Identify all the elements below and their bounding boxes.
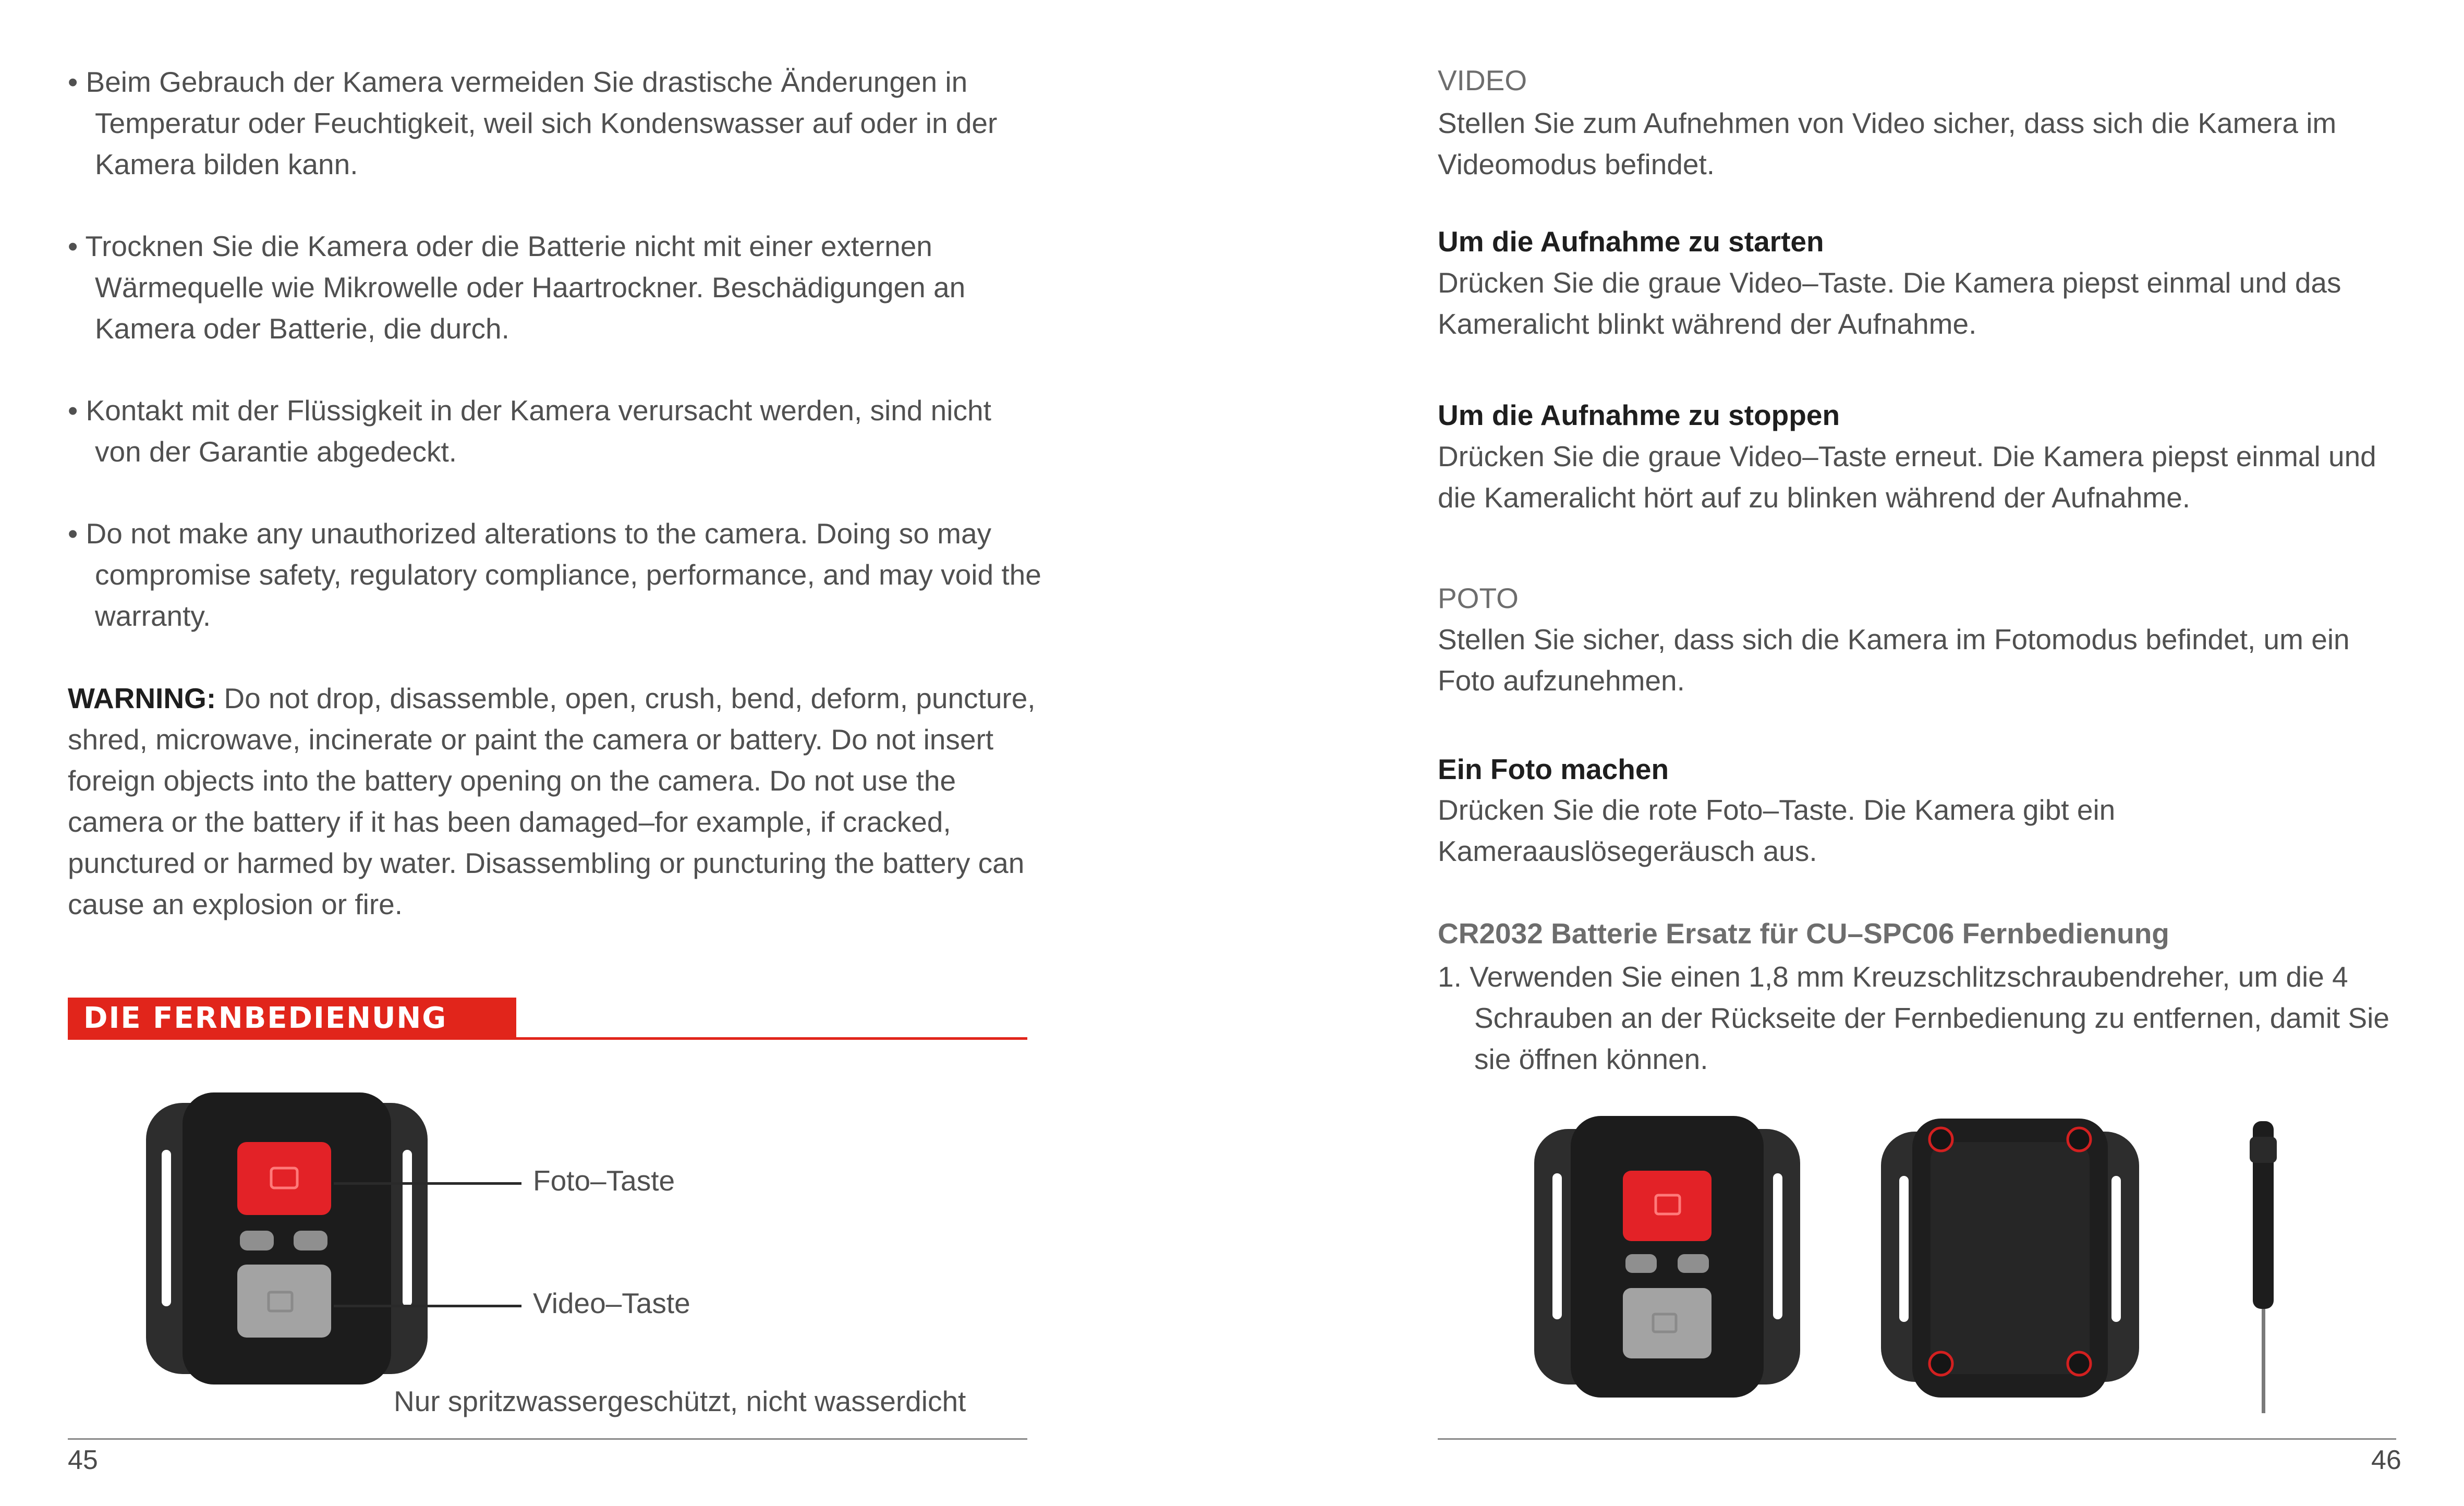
- photo-button-label: Foto–Taste: [533, 1164, 675, 1197]
- warning-paragraph: [68, 678, 1053, 925]
- section-header: [68, 998, 1027, 1039]
- remote-body: [183, 1092, 391, 1384]
- bullet-liquid-contact: • Kontakt mit der Flüssigkeit in der Kamera verursacht werden, sind nicht von der Garantie abgedeckt.: [68, 394, 991, 468]
- battery-step: 1. Verwenden Sie einen 1,8 mm Kreuzschlitzschraubendreher, um die 4 Schrauben an der Rückseite der Fernbedienung zu entfernen, damit Sie sie öffnen können.: [1438, 961, 2389, 1075]
- back-strap-slot-left: [1899, 1176, 1909, 1322]
- take-photo-heading: Ein Foto machen: [1438, 753, 1669, 785]
- video-text: Stellen Sie zum Aufnehmen von Video sicher, dass sich die Kamera im Videomodus befindet.: [1438, 107, 2337, 180]
- bullet-condensation: • Beim Gebrauch der Kamera vermeiden Sie drastische Änderungen in Temperatur oder Feuchtigkeit, weil sich Kondenswasser auf oder in der Kamera bilden kann.: [68, 66, 998, 180]
- back-strap-slot-right: [2111, 1176, 2121, 1322]
- remote-control-illustration: [146, 1092, 501, 1390]
- video-callout-line: [334, 1305, 521, 1307]
- start-heading: Um die Aufnahme zu starten: [1438, 225, 1824, 258]
- mode-button-right: [294, 1231, 327, 1250]
- front-video-button: [1623, 1288, 1712, 1358]
- front-mode-right: [1678, 1254, 1709, 1273]
- strap-slot-left: [162, 1150, 171, 1306]
- bullet-alterations: • Do not make any unauthorized alterations to the camera. Doing so may compromise safety, regulatory compliance, performance, and may void the warranty.: [68, 517, 1041, 632]
- screwdriver-illustration: [2243, 1121, 2285, 1418]
- screwdriver-shaft: [2262, 1309, 2265, 1413]
- section-title: DIE FERNBEDIENUNG: [68, 998, 516, 1039]
- video-button-label: Video–Taste: [533, 1287, 690, 1319]
- warning-text: Do not drop, disassemble, open, crush, bend, deform, puncture, shred, microwave, incinerate or paint the camera or battery. Do not insert foreign objects into the battery opening on the camera. Do not use the camera or the battery if it has been damaged–for example, if cracked, punctured or harmed by water. Disassembling or puncturing the battery can cause an explosion or fire.: [68, 682, 1036, 920]
- left-page: [68, 0, 1079, 1506]
- page-number-right: 46: [2371, 1445, 2401, 1475]
- remote-back-illustration: [1881, 1119, 2142, 1400]
- screw-bottom-left: [1929, 1352, 1952, 1375]
- start-text: Drücken Sie die graue Video–Taste. Die Kamera piepst einmal und das Kameralicht blinkt während der Aufnahme.: [1438, 266, 2341, 340]
- footer-rule: [68, 1438, 1027, 1440]
- screw-bottom-right: [2068, 1352, 2091, 1375]
- front-photo-button: [1623, 1171, 1712, 1241]
- warning-label: WARNING:: [68, 682, 216, 714]
- footer-rule-right: [1438, 1438, 2396, 1440]
- front-mode-left: [1625, 1254, 1657, 1273]
- stop-text: Drücken Sie die graue Video–Taste erneut. Die Kamera piepst einmal und die Kameralicht hört auf zu blinken während der Aufnahme.: [1438, 440, 2376, 514]
- screwdriver-grip: [2250, 1137, 2277, 1163]
- photo-text: Stellen Sie sicher, dass sich die Kamera im Fotomodus befindet, um ein Foto aufzunehmen.: [1438, 623, 2350, 697]
- video-heading: VIDEO: [1438, 64, 1527, 96]
- remote-front-illustration: [1534, 1116, 1805, 1398]
- strap-slot-right: [403, 1150, 412, 1306]
- front-strap-slot-right: [1773, 1173, 1782, 1319]
- stop-heading: Um die Aufnahme zu stoppen: [1438, 399, 1840, 431]
- screw-top-right: [2068, 1128, 2091, 1151]
- take-photo-text: Drücken Sie die rote Foto–Taste. Die Kamera gibt ein Kameraauslösegeräusch aus.: [1438, 794, 2116, 867]
- video-button: [237, 1265, 331, 1338]
- right-page: [1438, 0, 2402, 1506]
- photo-button: [237, 1142, 331, 1215]
- back-cover: [1931, 1142, 2090, 1374]
- mode-button-left: [240, 1231, 274, 1250]
- water-caption: Nur spritzwassergeschützt, nicht wasserdicht: [394, 1385, 966, 1417]
- photo-callout-line: [334, 1182, 521, 1185]
- page-number: 45: [68, 1445, 98, 1475]
- bullet-heat-source: • Trocknen Sie die Kamera oder die Batterie nicht mit einer externen Wärmequelle wie Mikrowelle oder Haartrockner. Beschädigungen an Kamera oder Batterie, die durch.: [68, 230, 966, 345]
- photo-heading: POTO: [1438, 582, 1519, 614]
- screw-top-left: [1929, 1128, 1952, 1151]
- battery-heading: CR2032 Batterie Ersatz für CU–SPC06 Fernbedienung: [1438, 917, 2169, 950]
- front-strap-slot-left: [1552, 1173, 1562, 1319]
